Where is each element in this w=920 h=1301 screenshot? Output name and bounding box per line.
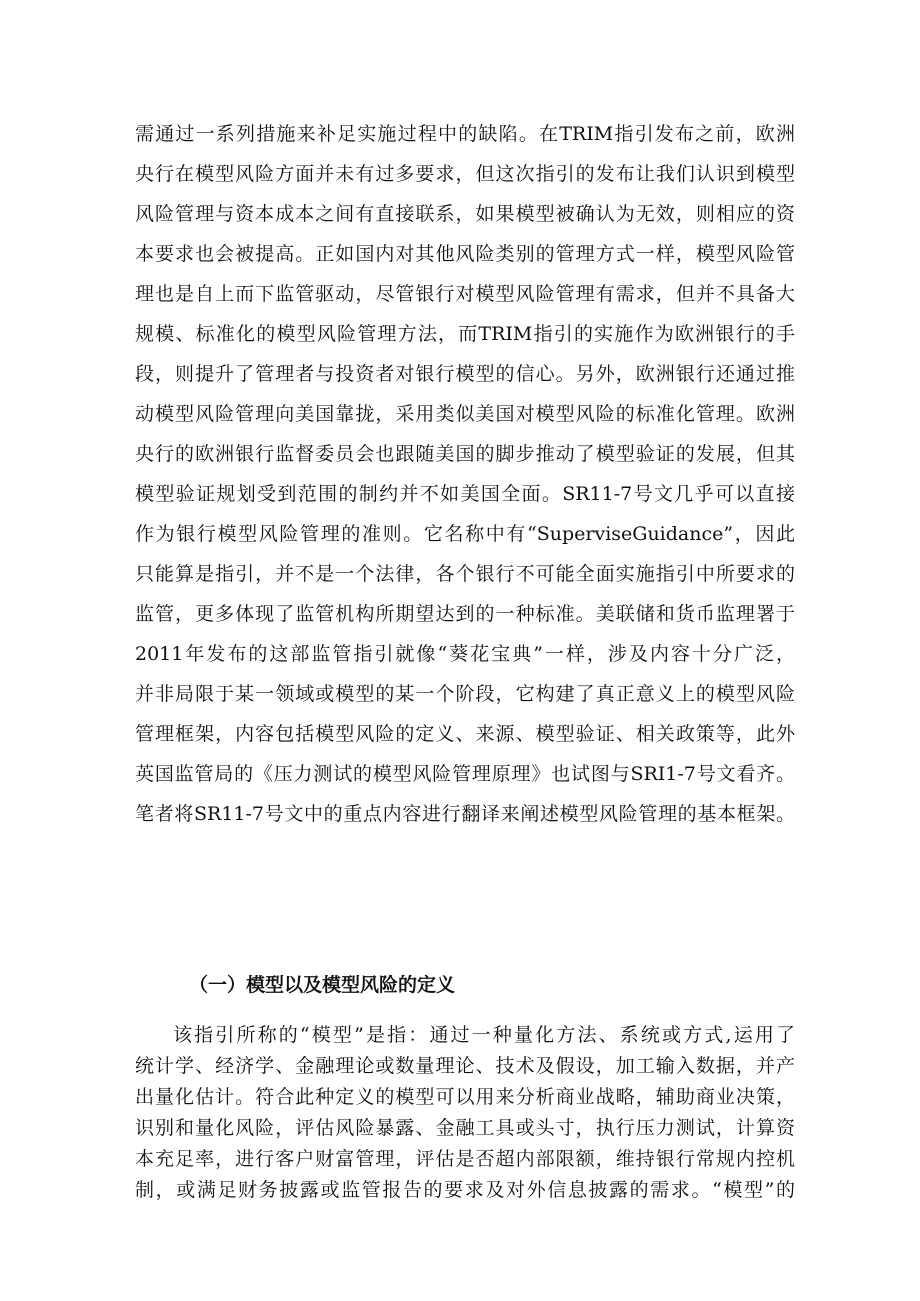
text-line: 段，则提升了管理者与投资者对银行模型的信心。另外，欧洲银行还通过推: [135, 363, 795, 385]
text-line: 英国监管局的《压力测试的模型风险管理原理》也试图与SRI1-7号文看齐。: [135, 763, 795, 785]
text-line: 作为银行模型风险管理的准则。它名称中有“SuperviseGuidance”，因此: [135, 523, 795, 545]
text-line: 规模、标准化的模型风险管理方法，而TRIM指引的实施作为欧洲银行的手: [135, 323, 795, 345]
text-line: 央行的欧洲银行监督委员会也跟随美国的脚步推动了模型验证的发展，但其: [135, 443, 795, 465]
text-line: 只能算是指引，并不是一个法律，各个银行不可能全面实施指引中所要求的: [135, 563, 795, 585]
text-line: 该指引所称的“模型”是指：通过一种量化方法、系统或方式,运用了: [173, 1024, 795, 1046]
text-line: 识别和量化风险，评估风险暴露、金融工具或头寸，执行压力测试，计算资: [135, 1117, 795, 1139]
text-line: 出量化估计。符合此种定义的模型可以用来分析商业战略，辅助商业决策，: [135, 1086, 795, 1108]
text-line: 制，或满足财务披露或监管报告的要求及对外信息披露的需求。“模型”的: [135, 1179, 795, 1201]
text-line: 风险管理与资本成本之间有直接联系，如果模型被确认为无效，则相应的资: [135, 203, 795, 225]
section-heading: （一）模型以及模型风险的定义: [189, 974, 456, 996]
text-line: 本充足率，进行客户财富管理，评估是否超内部限额，维持银行常规内控机: [135, 1148, 795, 1170]
text-line: 管理框架，内容包括模型风险的定义、来源、模型验证、相关政策等，此外: [135, 723, 795, 745]
text-line: 模型验证规划受到范围的制约并不如美国全面。SR11-7号文几乎可以直接: [135, 483, 795, 505]
text-line: 本要求也会被提高。正如国内对其他风险类别的管理方式一样，模型风险管: [135, 243, 795, 265]
text-line: 2011年发布的这部监管指引就像“葵花宝典”一样，涉及内容十分广泛，: [135, 643, 795, 665]
text-line: 笔者将SR11-7号文中的重点内容进行翻译来阐述模型风险管理的基本框架。: [135, 803, 795, 825]
body-paragraph-2: [135, 1020, 795, 1206]
body-paragraph-1: [135, 114, 795, 834]
text-line: 并非局限于某一领域或模型的某一个阶段，它构建了真正意义上的模型风险: [135, 683, 795, 705]
text-line: 动模型风险管理向美国靠拢，采用类似美国对模型风险的标准化管理。欧洲: [135, 403, 795, 425]
text-line: 央行在模型风险方面并未有过多要求，但这次指引的发布让我们认识到模型: [135, 163, 795, 185]
text-line: 统计学、经济学、金融理论或数量理论、技术及假设，加工输入数据，并产: [135, 1055, 795, 1077]
text-line: 监管，更多体现了监管机构所期望达到的一种标准。美联储和货币监理署于: [135, 603, 795, 625]
text-line: 需通过一系列措施来补足实施过程中的缺陷。在TRIM指引发布之前，欧洲: [135, 123, 795, 145]
text-line: 理也是自上而下监管驱动，尽管银行对模型风险管理有需求，但并不具备大: [135, 283, 795, 305]
